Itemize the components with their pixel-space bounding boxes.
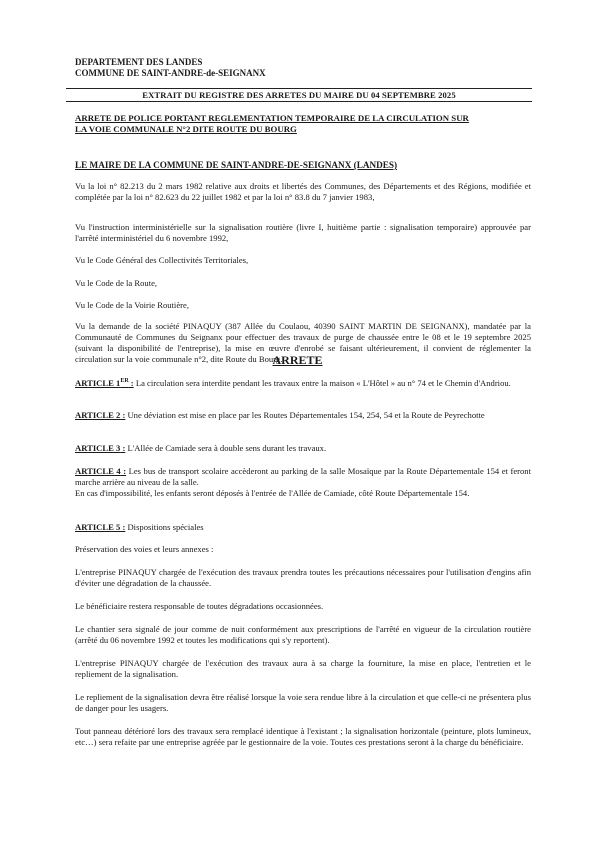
section-paragraph: Le repliement de la signalisation devra être réalisé lorsque la voie sera rendue libre à la circulation et que celle-ci ne présentera plus de danger pour les usagers. [75, 692, 531, 713]
register-extract-heading: EXTRAIT DU REGISTRE DES ARRETES DU MAIRE DU 04 SEPTEMBRE 2025 [142, 90, 456, 100]
article-5 [75, 522, 531, 533]
article-text: Une déviation est mise en place par les Routes Départementales 154, 254, 54 et la Route de Peyrechotte [125, 410, 485, 420]
visa-paragraph: Vu le Code de la Route, [75, 278, 158, 288]
article-label: ARTICLE 2 : [75, 410, 126, 420]
visa-paragraph: Vu la demande de la société PINAQUY (387 Allée du Coulaou, 40390 SAINT MARTIN DE SEIGNANX), mandatée par la Communauté de Communes du Seignanx pour effectuer des travaux de purge de chaussée entre le 08 et le 19 septembre 2025 (suivant la disponibilité de l'entreprise), la mise en œuvre d'enrobé se faisant ultérieurement, il convient de réglementer la circulation sur la voie communale n°2, dite Route du Bourg. [75, 321, 531, 364]
section-paragraph: Le bénéficiaire restera responsable de toutes dégradations occasionnées. [75, 601, 324, 611]
top-rule [66, 88, 532, 89]
article-text: L'Allée de Camiade sera à double sens durant les travaux. [125, 443, 327, 453]
article-2 [75, 410, 531, 421]
article-label: ARTICLE 5 : [75, 522, 126, 532]
article-3 [75, 443, 531, 454]
department-name: DEPARTEMENT DES LANDES [75, 57, 203, 67]
title-line-2: LA VOIE COMMUNALE N°2 DITE ROUTE DU BOURG [75, 124, 297, 134]
document-title [75, 113, 530, 135]
article-text: La circulation sera interdite pendant les travaux entre la maison « L'Hôtel » au n° 74 et le Chemin d'Andriou. [133, 377, 511, 388]
section-paragraph: Préservation des voies et leurs annexes : [75, 544, 214, 554]
article-4-extra: En cas d'impossibilité, les enfants seront déposés à l'entrée de l'Allée de Camiade, côté Route Départementale 154. [75, 488, 470, 498]
section-paragraph: L'entreprise PINAQUY chargée de l'exécution des travaux aura à sa charge la fourniture, la mise en place, l'entretien et le repliement de la signalisation. [75, 658, 531, 679]
commune-name: COMMUNE DE SAINT-ANDRE-de-SEIGNANX [75, 68, 266, 78]
section-paragraph: Tout panneau détérioré lors des travaux sera remplacé identique à l'existant ; la signalisation horizontale (peinture, plots lumineux, etc…) sera refaite par une entreprise agréée par le gestionnaire de la voie. Toutes ces prestations seront à la charge du bénéficiaire. [75, 726, 531, 747]
bottom-rule [66, 101, 532, 102]
mayor-heading: LE MAIRE DE LA COMMUNE DE SAINT-ANDRE-DE-SEIGNANX (LANDES) [75, 160, 398, 170]
visa-paragraph: Vu le Code Général des Collectivités Territoriales, [75, 255, 249, 265]
visa-paragraph: Vu le Code de la Voirie Routière, [75, 300, 189, 310]
visa-paragraph: Vu l'instruction interministérielle sur la signalisation routière (livre I, huitième partie : signalisation temporaire) approuvée par l'arrêté interministériel du 6 novembre 1992, [75, 222, 531, 243]
article-text: Dispositions spéciales [125, 522, 204, 532]
visa-paragraph: Vu la loi n° 82.213 du 2 mars 1982 relative aux droits et libertés des Communes, des Départements et des Régions, modifiée et complétée par la loi n° 82.623 du 22 juillet 1982 et par la loi n° 83.8 du 7 janvier 1983, [75, 181, 531, 202]
article-text: Les bus de transport scolaire accèderont au parking de la salle Mosaïque par la Route Départementale 154 et feront marche arrière au niveau de la salle. [75, 466, 531, 487]
arrete-heading: ARRETE [272, 353, 323, 367]
section-paragraph: Le chantier sera signalé de jour comme de nuit conformément aux prescriptions de l'arrêté en vigueur de la circulation routière (arrêté du 06 novembre 1992 et toutes les modifications qui s'y reportent). [75, 624, 531, 645]
title-line-1: ARRETE DE POLICE PORTANT REGLEMENTATION TEMPORAIRE DE LA CIRCULATION SUR [75, 113, 469, 123]
article-1 [75, 376, 531, 389]
article-label: ARTICLE 4 : [75, 466, 127, 476]
letterhead [75, 57, 266, 79]
article-label: ARTICLE 1ER : [75, 377, 134, 388]
article-label: ARTICLE 3 : [75, 443, 126, 453]
article-4 [75, 466, 531, 488]
section-paragraph: L'entreprise PINAQUY chargée de l'exécution des travaux prendra toutes les précautions nécessaires pour l'utilisation d'engins afin d'éviter une dégradation de la chaussée. [75, 567, 531, 588]
